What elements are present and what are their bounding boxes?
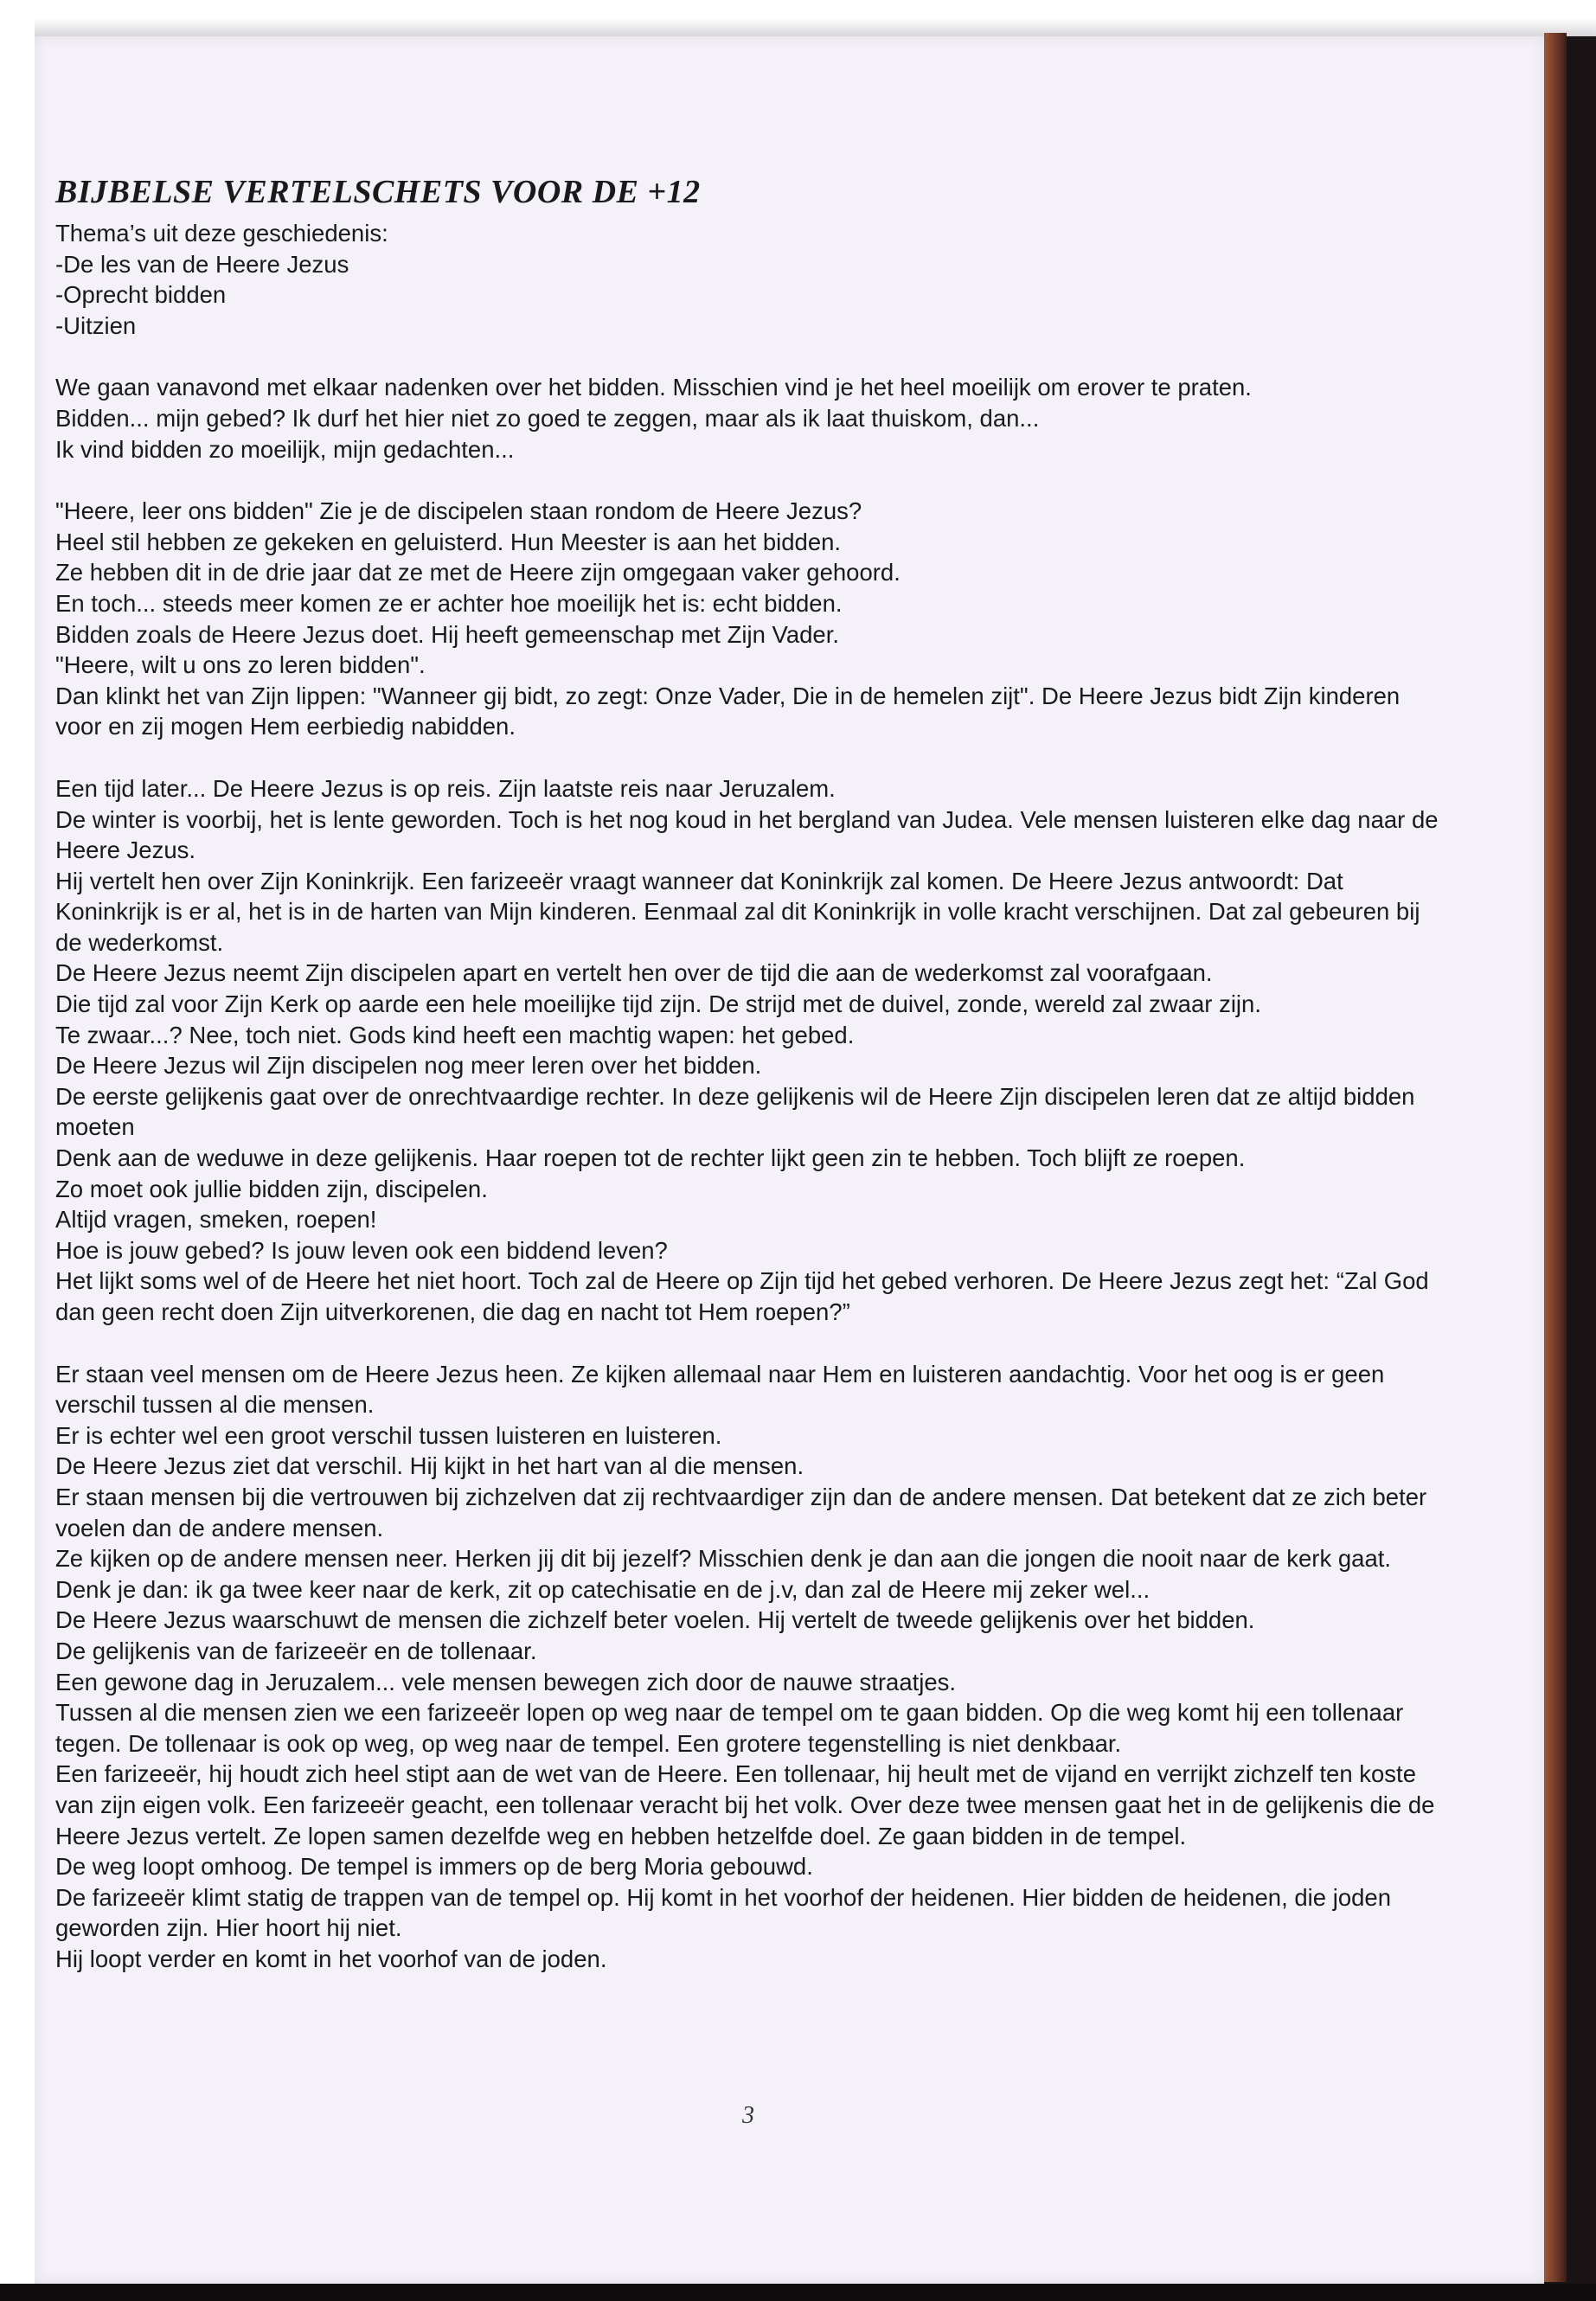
paragraph	[55, 496, 1439, 742]
scan-margin-bottom	[0, 2284, 1596, 2301]
text-line: De farizeeër klimt statig de trappen van de tempel op. Hij komt in het voorhof der heidenen. Hier bidden de heidenen, die joden geworden zijn. Hier hoort hij niet.	[55, 1883, 1392, 1942]
text-line: Tussen al die mensen zien we een farizeeër lopen op weg naar de tempel om te gaan bidden. Op die weg komt hij een tollenaar tegen. De tollenaar is ook op weg, op weg naar de tempel. Een grotere tegenstelling is niet denkbaar.	[55, 1699, 1404, 1757]
text-line: Een farizeeër, hij houdt zich heel stipt aan de wet van de Heere. Een tollenaar, hij heult met de vijand en verrijkt zichzelf ten koste van zijn eigen volk. Een farizeeër geacht, een tollenaar veracht bij het volk. Over deze twee mensen gaat het in de gelijkenis die de Heere Jezus vertelt. Ze lopen samen dezelfde weg en hebben hetzelfde doel. Ze gaan bidden in de tempel.	[55, 1760, 1435, 1849]
page-title: BIJBELSE VERTELSCHETS VOOR DE +12	[55, 174, 701, 210]
text-line: De eerste gelijkenis gaat over de onrechtvaardige rechter. In deze gelijkenis wil de Heere Zijn discipelen leren dat ze altijd bidden moeten	[55, 1082, 1415, 1141]
text-line: De Heere Jezus waarschuwt de mensen die zichzelf beter voelen. Hij vertelt de tweede gelijkenis over het bidden.	[55, 1606, 1255, 1634]
text-line: Ze kijken op de andere mensen neer. Herken jij dit bij jezelf? Misschien denk je dan aan die jongen die nooit naar de kerk gaat. Denk je dan: ik ga twee keer naar de kerk, zit op catechisatie en de j.v, dan zal de Heere mij zeker wel...	[55, 1545, 1392, 1603]
text-line: Het lijkt soms wel of de Heere het niet hoort. Toch zal de Heere op Zijn tijd het gebed verhoren. De Heere Jezus zegt het: “Zal God dan geen recht doen Zijn uitverkorenen, die dag en nacht tot Hem roepen?”	[55, 1267, 1429, 1325]
text-line: De Heere Jezus neemt Zijn discipelen apart en vertelt hen over de tijd die aan de wederkomst zal voorafgaan.	[55, 959, 1213, 987]
paragraph	[55, 773, 1439, 1328]
text-line: Ik vind bidden zo moeilijk, mijn gedachten...	[55, 435, 515, 463]
text-line: Zo moet ook jullie bidden zijn, discipelen.	[55, 1175, 488, 1202]
text-line: Een tijd later... De Heere Jezus is op reis. Zijn laatste reis naar Jeruzalem.	[55, 774, 836, 802]
text-line: -De les van de Heere Jezus	[55, 250, 349, 278]
text-line: "Heere, wilt u ons zo leren bidden".	[55, 651, 426, 679]
text-line: Er is echter wel een groot verschil tussen luisteren en luisteren.	[55, 1421, 722, 1449]
scan-margin-left	[0, 0, 35, 2301]
scan-margin-top	[35, 0, 1596, 36]
text-line: De Heere Jezus wil Zijn discipelen nog meer leren over het bidden.	[55, 1052, 762, 1080]
text-line: De gelijkenis van de farizeeër en de tollenaar.	[55, 1637, 537, 1664]
text-line: En toch... steeds meer komen ze er achter hoe moeilijk het is: echt bidden.	[55, 589, 843, 617]
text-line: "Heere, leer ons bidden" Zie je de discipelen staan rondom de Heere Jezus?	[55, 497, 862, 525]
text-line: Thema’s uit deze geschiedenis:	[55, 220, 388, 247]
text-line: -Oprecht bidden	[55, 281, 227, 309]
text-line: Ze hebben dit in de drie jaar dat ze met de Heere zijn omgegaan vaker gehoord.	[55, 559, 901, 586]
paragraph	[55, 372, 1439, 465]
text-line: Hij vertelt hen over Zijn Koninkrijk. Een farizeeër vraagt wanneer dat Koninkrijk zal komen. De Heere Jezus antwoordt: Dat Koninkrijk is er al, het is in de harten van Mijn kinderen. Eenmaal zal dit Koninkrijk in volle kracht verschijnen. Dat zal gebeuren bij de wederkomst.	[55, 867, 1420, 956]
book-cover-edge	[1544, 33, 1567, 2282]
text-line: Er staan mensen bij die vertrouwen bij zichzelven dat zij rechtvaardiger zijn dan de andere mensen. Dat betekent dat ze zich beter voelen dan de andere mensen.	[55, 1483, 1427, 1541]
paragraph	[55, 1359, 1439, 1975]
text-line: Hoe is jouw gebed? Is jouw leven ook een biddend leven?	[55, 1236, 668, 1264]
page-number: 3	[742, 2102, 754, 2129]
text-line: De Heere Jezus ziet dat verschil. Hij kijkt in het hart van al die mensen.	[55, 1452, 804, 1480]
text-line: Een gewone dag in Jeruzalem... vele mensen bewegen zich door de nauwe straatjes.	[55, 1668, 957, 1695]
paragraph-list	[55, 218, 1439, 1974]
paragraph	[55, 218, 1439, 341]
text-line: We gaan vanavond met elkaar nadenken over het bidden. Misschien vind je het heel moeilijk om erover te praten.	[55, 374, 1252, 401]
text-line: Denk aan de weduwe in deze gelijkenis. Haar roepen tot de rechter lijkt geen zin te hebben. Toch blijft ze roepen.	[55, 1144, 1246, 1172]
text-line: De winter is voorbij, het is lente geworden. Toch is het nog koud in het bergland van Judea. Vele mensen luisteren elke dag naar de Heere Jezus.	[55, 805, 1439, 864]
text-line: Altijd vragen, smeken, roepen!	[55, 1206, 377, 1234]
text-line: -Uitzien	[55, 311, 137, 339]
text-line: Hij loopt verder en komt in het voorhof van de joden.	[55, 1945, 607, 1972]
text-line: Te zwaar...? Nee, toch niet. Gods kind heeft een machtig wapen: het gebed.	[55, 1021, 855, 1048]
page-content	[55, 173, 1439, 2005]
text-line: Bidden zoals de Heere Jezus doet. Hij heeft gemeenschap met Zijn Vader.	[55, 620, 839, 648]
text-line: De weg loopt omhoog. De tempel is immers op de berg Moria gebouwd.	[55, 1853, 813, 1881]
text-line: Die tijd zal voor Zijn Kerk op aarde een hele moeilijke tijd zijn. De strijd met de duivel, zonde, wereld zal zwaar zijn.	[55, 990, 1261, 1018]
text-line: Bidden... mijn gebed? Ik durf het hier niet zo goed te zeggen, maar als ik laat thuiskom, dan...	[55, 404, 1040, 432]
text-line: Dan klinkt het van Zijn lippen: "Wanneer gij bidt, zo zegt: Onze Vader, Die in de hemelen zijt". De Heere Jezus bidt Zijn kinderen voor en zij mogen Hem eerbiedig nabidden.	[55, 682, 1401, 740]
text-line: Er staan veel mensen om de Heere Jezus heen. Ze kijken allemaal naar Hem en luisteren aandachtig. Voor het oog is er geen verschil tussen al die mensen.	[55, 1360, 1385, 1419]
text-line: Heel stil hebben ze gekeken en geluisterd. Hun Meester is aan het bidden.	[55, 528, 842, 555]
